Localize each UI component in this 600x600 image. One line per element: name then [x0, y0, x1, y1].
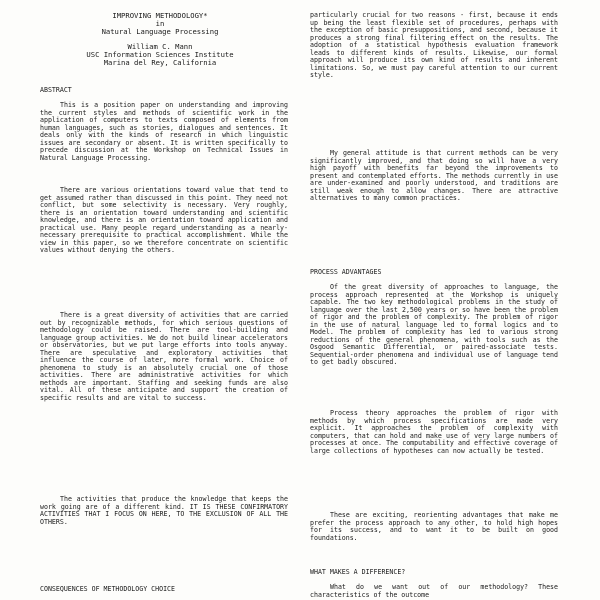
- body-paragraph: There are various orientations toward value that tend to get assumed rather than discussed in this point. They need not conflict, but some selectivity is necessary. Very roughly, there is an orientation toward understanding and scientific knowledge, and there is an orientation toward application and practical use. Many people regard understanding as a nearly-necessary prerequisite to practical accomplishment. While the view in this paper, so we therefore concentrate on scientific values without denying the others.: [40, 186, 288, 255]
- author-location: Marina del Rey, California: [103, 58, 217, 67]
- section-heading: WHAT MAKES A DIFFERENCE?: [310, 568, 406, 576]
- section-heading: CONSEQUENCES OF METHODOLOGY CHOICE: [40, 585, 175, 593]
- body-paragraph: My general attitude is that current methods can be very significantly improved, and that doing so will have a very high payoff with benefits far beyond the improvements to present and contemplated efforts. The methods currently in use are under-examined and poorly understood, and traditions are still weak enough to allow changes. There are attractive alternatives to many common practices.: [310, 149, 558, 203]
- body-paragraph: Of the great diversity of approaches to language, the process approach represented at the Workshop is uniquely capable. The two key methodological problems in the study of language over the last 2,500 years or so have been the problem of rigor and the problem of complexity. The problem of rigor in the use of natural language led to formal logics and to Model. The problem of complexity has led to various strong reductions of the general phenomena, with tools such as the Osgood Semantic Differential, or paired-associate tests. Sequential-order phenomena and individual use of language tend to get badly obscured.: [310, 283, 558, 367]
- body-paragraph: Process theory approaches the problem of rigor with methods by which process specifications are made very explicit. It approaches the problem of complexity with computers, that can hold and make use of very large numbers of processes at once. The computability and effective coverage of large collections of hypotheses can now actually be tested.: [310, 409, 558, 455]
- author-name: William C. Mann: [127, 42, 193, 51]
- body-paragraph: particularly crucial for two reasons - first, because it ends up being the least flexible set of procedures, perhaps with the exception of basic presuppositions, and second, because it produces a strong final filtering effect on the results. The adoption of a statistical hypothesis evaluation framework leads to different kinds of results. Likewise, our formal approach will produce its own kind of results and inherent limitations. So, we must pay careful attention to our current style.: [310, 11, 558, 80]
- abstract-heading: ABSTRACT: [40, 86, 72, 94]
- body-paragraph: The activities that produce the knowledge that keeps the work going are of a different kind. IT IS THESE CONFIRMATORY ACTIVITIES THAT I FOCUS ON HERE, TO THE EXCLUSION OF ALL THE OTHERS.: [40, 495, 288, 526]
- paper-title: IMPROVING METHODOLOGY*: [112, 11, 208, 20]
- paper-subtitle: Natural Language Processing: [101, 27, 219, 36]
- section-heading: PROCESS ADVANTAGES: [310, 268, 382, 276]
- body-paragraph: What do we want out of our methodology? These characteristics of the outcome: [310, 583, 558, 599]
- body-paragraph: These are exciting, reorienting advantages that make me prefer the process approach to any other, to hold high hopes for its success, and to want it to be built on good foundations.: [310, 511, 558, 542]
- title-connector: in: [155, 19, 165, 28]
- author-affiliation: USC Information Sciences Institute: [86, 50, 234, 59]
- abstract-paragraph: This is a position paper on understanding and improving the current styles and methods of scientific work in the application of computers to texts composed of elements from human languages, such as stories, dialogues and sentences. It deals only with the kinds of research in which linguistic issues are secondary or absent. It is written specifically to precede discussion at the Workshop on Technical Issues in Natural Language Processing.: [40, 101, 288, 162]
- body-paragraph: There is a great diversity of activities that are carried out by recognizable methods, for which serious questions of methodology could be raised. There are tool-building and language group activities. We do not build linear accelerators or observatories, but we put large efforts into tools anyway. There are speculative and exploratory activities that influence the course of later, more formal work. Choice of phenomena to study is an absolutely crucial one of those activities. There are administrative activities for which methods are important. Staffing and seeking funds are also vital. All of these anticipate and support the creation of specific results and are vital to success.: [40, 311, 288, 403]
